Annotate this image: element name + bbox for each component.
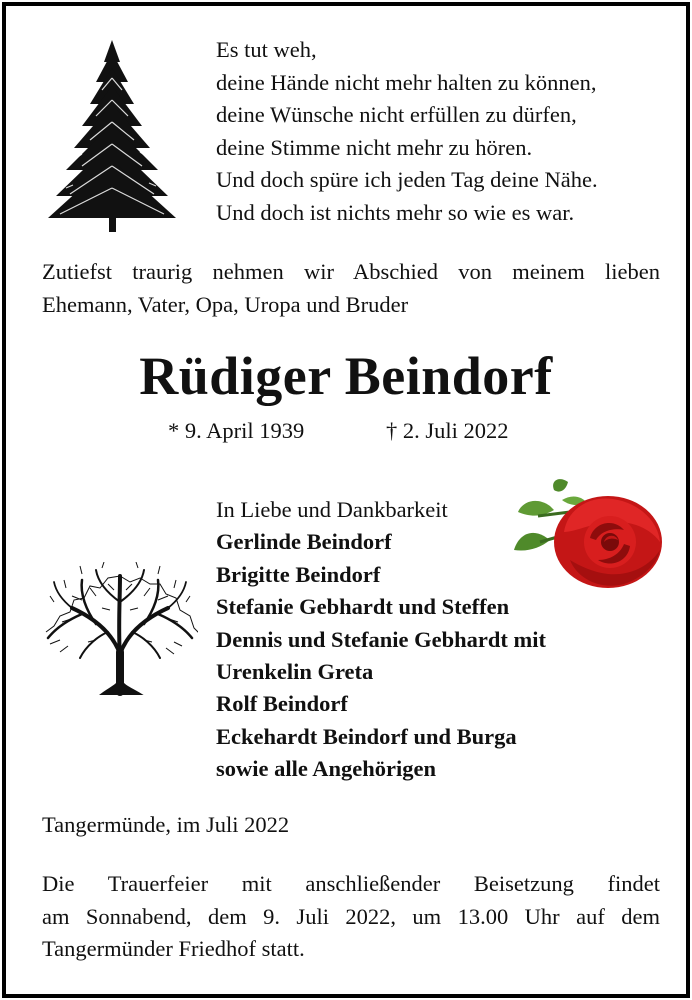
poem-line: deine Hände nicht mehr halten zu können,	[216, 69, 597, 95]
death-date: † 2. Juli 2022	[386, 418, 509, 443]
birth-date: * 9. April 1939	[168, 418, 305, 443]
mourner-name: sowie alle Angehörigen	[216, 756, 436, 782]
service-line: Die Trauerfeier mit anschließender Beisetzung findet	[42, 871, 660, 896]
poem-line: Und doch spüre ich jeden Tag deine Nähe.	[216, 167, 598, 192]
funeral-service-text	[42, 868, 660, 966]
mourners-block	[216, 494, 546, 786]
place-date: Tangermünde, im Juli 2022	[42, 812, 290, 837]
mourner-name: Eckehardt Beindorf und Burga	[216, 723, 517, 749]
mourner-name: Gerlinde Beindorf	[216, 529, 392, 555]
mourners-heading: In Liebe und Dankbarkeit	[216, 497, 448, 522]
mourner-name: Stefanie Gebhardt und Steffen	[216, 594, 510, 620]
poem	[216, 34, 598, 229]
deceased-name: Rüdiger Beindorf	[139, 346, 553, 406]
mourner-name: Urenkelin Greta	[216, 659, 374, 685]
intro-line: Zutiefst traurig nehmen wir Abschied von meinem lieben	[42, 259, 660, 284]
obituary-card	[2, 2, 690, 998]
intro-line: Ehemann, Vater, Opa, Uropa und Bruder	[42, 291, 409, 317]
service-line: Tangermünder Friedhof statt.	[42, 936, 305, 961]
poem-line: Und doch ist nichts mehr so wie es war.	[216, 199, 575, 225]
poem-line: deine Stimme nicht mehr zu hören.	[216, 134, 533, 160]
poem-line: deine Wünsche nicht erfüllen zu dürfen,	[216, 102, 577, 127]
mourner-name: Brigitte Beindorf	[216, 561, 381, 587]
fir-tree-icon	[46, 38, 178, 234]
oak-tree-icon	[42, 562, 198, 696]
service-line: am Sonnabend, dem 9. Juli 2022, um 13.00 Uhr auf dem	[42, 903, 660, 929]
poem-line: Es tut weh,	[216, 37, 317, 62]
intro-text	[42, 256, 660, 321]
mourner-name: Dennis und Stefanie Gebhardt mit	[216, 626, 547, 652]
mourner-name: Rolf Beindorf	[216, 691, 348, 717]
